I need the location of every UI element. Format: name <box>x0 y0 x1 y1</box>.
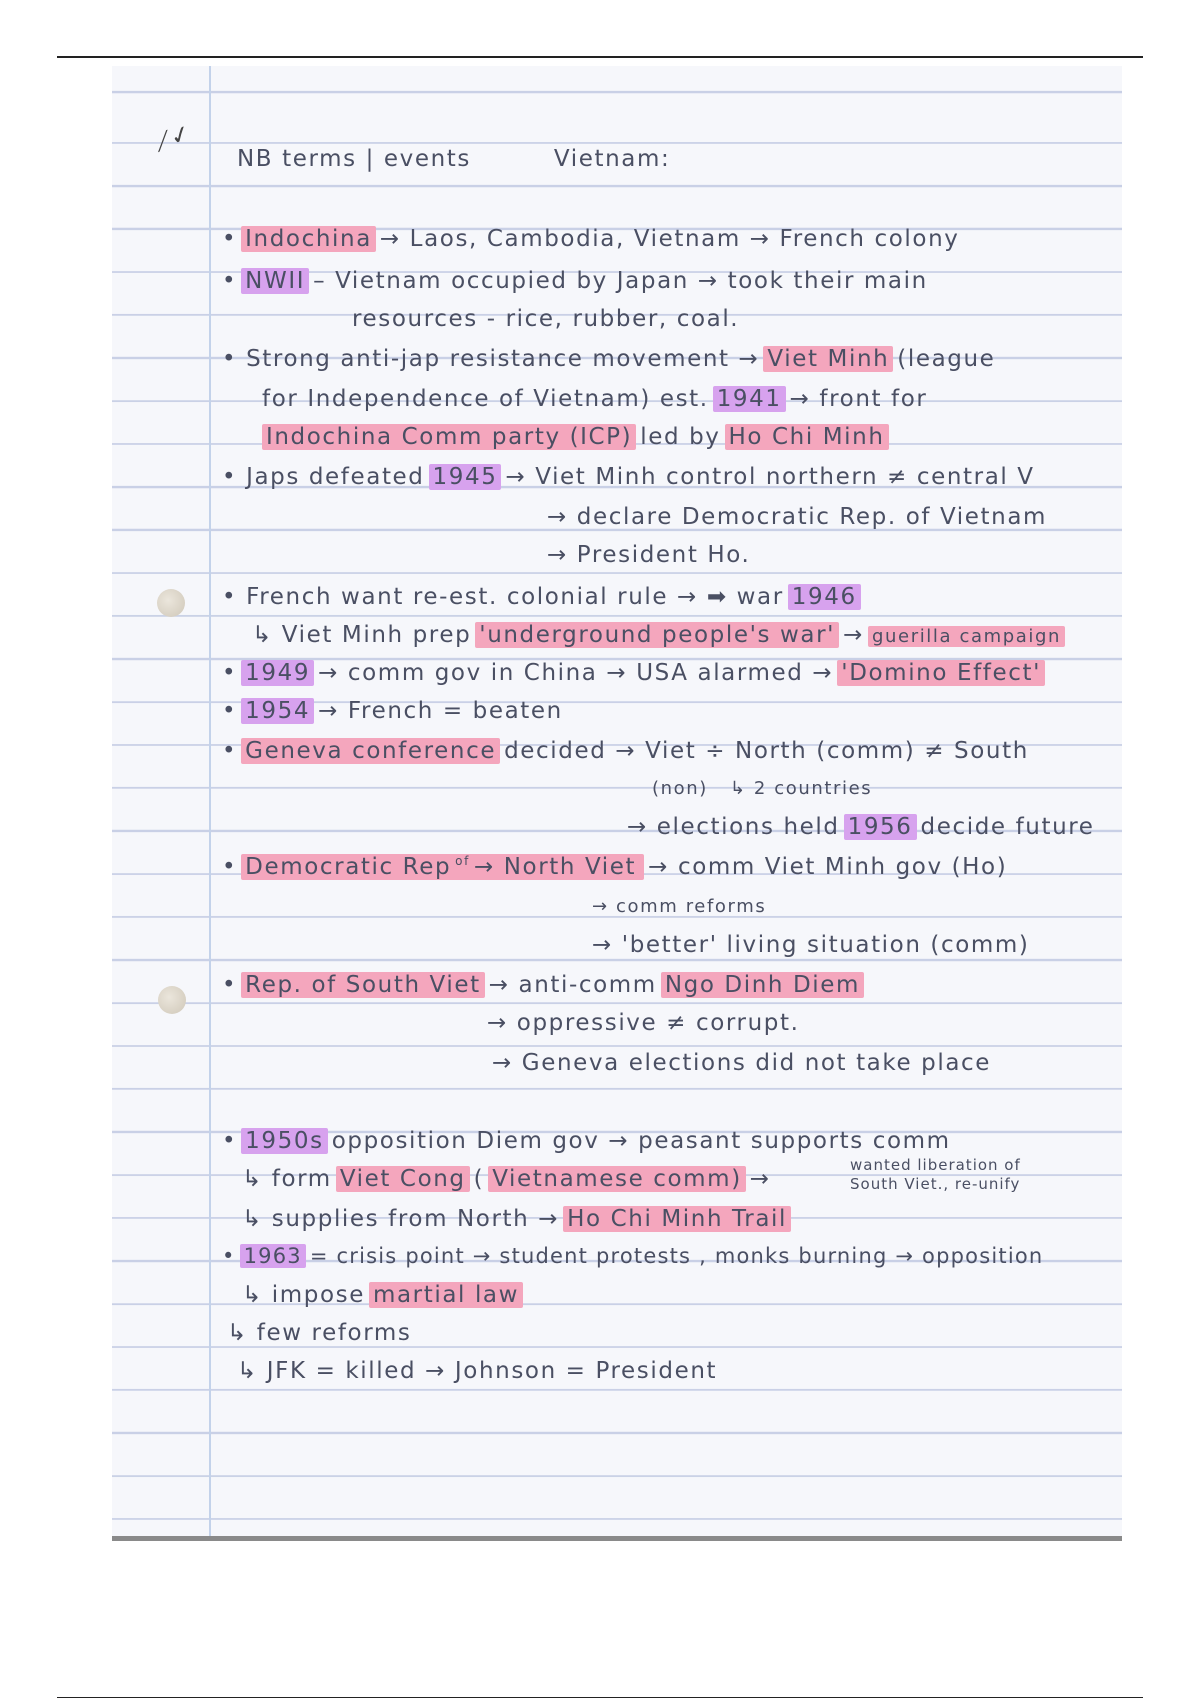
note-text: → declare Democratic Rep. of Vietnam <box>547 504 1048 530</box>
note-line <box>547 542 754 568</box>
highlight: 1949 <box>241 660 314 686</box>
note-text: • Japs defeated <box>222 464 425 490</box>
note-text: ↳ impose <box>242 1282 365 1308</box>
note-line <box>222 584 865 610</box>
note-text: → comm Viet Minh gov (Ho) <box>648 854 1008 880</box>
top-rule <box>57 56 1143 58</box>
note-line <box>222 738 1033 764</box>
note-text: → comm reforms <box>592 896 767 917</box>
note-text: → front for <box>789 386 928 412</box>
note-text: → elections held <box>627 814 840 840</box>
note-text: → comm gov in China → USA alarmed → <box>318 660 834 686</box>
note-line <box>592 896 770 917</box>
highlight: Geneva conference <box>241 738 500 764</box>
note-text: • Strong anti-jap resistance movement → <box>222 346 760 372</box>
note-text: ↳ few reforms <box>227 1320 412 1346</box>
bullet: • <box>222 660 238 686</box>
note-text: → oppressive ≠ corrupt. <box>487 1010 800 1036</box>
note-line <box>242 1282 527 1308</box>
note-line <box>242 1166 775 1192</box>
note-text: decided → Viet ÷ North (comm) ≠ South <box>504 738 1029 764</box>
note-line <box>850 1156 1021 1194</box>
bullet: • <box>222 854 238 880</box>
note-text: → 'better' living situation (comm) <box>592 932 1030 958</box>
note-text: South Viet., re-unify <box>850 1175 1021 1193</box>
note-text: led by <box>640 424 721 450</box>
note-line <box>222 226 964 252</box>
note-line <box>222 1128 955 1154</box>
note-line <box>242 1206 795 1232</box>
highlight: NWII <box>241 268 309 294</box>
handwritten-notes <box>112 66 1122 1536</box>
title-vietnam: Vietnam: <box>553 146 671 172</box>
note-line <box>222 268 932 294</box>
note-text: ↳ JFK = killed → Johnson = President <box>237 1358 718 1384</box>
highlight: Ho Chi Minh <box>725 424 889 450</box>
note-text: → President Ho. <box>547 542 751 568</box>
bullet: • <box>222 1128 238 1154</box>
note-text: → Laos, Cambodia, Vietnam → French colony <box>379 226 960 252</box>
bullet: • <box>222 1244 236 1268</box>
highlight: Ho Chi Minh Trail <box>563 1206 791 1232</box>
highlight: Vietnamese comm) <box>488 1166 746 1192</box>
note-text: – Vietnam occupied by Japan → took their main <box>313 268 928 294</box>
note-line <box>652 778 876 799</box>
bullet: • <box>222 738 238 764</box>
note-line <box>222 972 868 998</box>
note-text: resources - rice, rubber, coal. <box>352 306 740 332</box>
highlight: Rep. of South Viet <box>241 972 485 998</box>
bullet: • <box>222 226 238 252</box>
note-text: → Geneva elections did not take place <box>492 1050 992 1076</box>
bullet: • <box>222 698 238 724</box>
note-text: ↳ supplies from North → <box>242 1206 560 1232</box>
note-text: Democratic Rep <box>245 854 452 880</box>
note-text: wanted liberation of <box>850 1156 1021 1174</box>
note-text: • French want re-est. colonial rule → ➡ war <box>222 584 784 610</box>
note-text: for Independence of Vietnam) est. <box>262 386 709 412</box>
note-text: → anti-comm <box>488 972 657 998</box>
note-line <box>222 854 1011 880</box>
note-text: → <box>749 1166 771 1192</box>
note-text: → French = beaten <box>318 698 563 724</box>
note-text: opposition Diem gov → peasant supports comm <box>331 1128 951 1154</box>
note-line <box>262 386 931 412</box>
note-line <box>222 1244 1047 1268</box>
note-line <box>592 932 1034 958</box>
highlight: 1950s <box>241 1128 328 1154</box>
highlight: Indochina <box>241 226 376 252</box>
note-line <box>352 306 743 332</box>
highlight: 1956 <box>844 814 917 840</box>
note-line <box>252 622 1069 648</box>
highlight: 1954 <box>241 698 314 724</box>
note-line <box>222 698 567 724</box>
note-text: (non) <box>652 778 708 799</box>
bottom-rule <box>57 1697 1143 1698</box>
note-text: ↳ form <box>242 1166 332 1192</box>
note-text: ( <box>473 1166 485 1192</box>
note-text: → <box>843 622 864 648</box>
note-text: decide future <box>920 814 1095 840</box>
highlight: Indochina Comm party (ICP) <box>262 424 636 450</box>
highlight: Viet Cong <box>336 1166 470 1192</box>
title-terms: NB terms | events <box>237 146 471 172</box>
note-text: ↳ Viet Minh prep <box>252 622 472 648</box>
highlight: 1945 <box>429 464 502 490</box>
highlight: Ngo Dinh Diem <box>661 972 864 998</box>
note-line <box>237 1358 721 1384</box>
note-text: of <box>455 854 470 869</box>
highlight: 1941 <box>713 386 786 412</box>
note-line <box>487 1010 804 1036</box>
note-text: → North Viet <box>473 854 637 880</box>
bullet: • <box>222 268 238 294</box>
check-mark-icon: ⟋✓ <box>150 118 195 158</box>
note-text: → Viet Minh control northern ≠ central V <box>505 464 1035 490</box>
note-text: = crisis point → student protests , monks burning → opposition <box>309 1244 1044 1268</box>
note-line <box>222 660 1049 686</box>
bullet: • <box>222 972 238 998</box>
note-line <box>492 1050 995 1076</box>
note-line <box>627 814 1099 840</box>
highlight: martial law <box>369 1282 523 1308</box>
highlight: 1963 <box>240 1244 306 1268</box>
highlight: 1946 <box>788 584 861 610</box>
note-line <box>262 424 893 450</box>
note-line <box>547 504 1051 530</box>
highlight: 'underground people's war' <box>475 622 839 648</box>
highlight: guerilla campaign <box>868 626 1065 647</box>
note-line <box>222 464 1039 490</box>
highlight: Viet Minh <box>763 346 893 372</box>
highlight: 'Domino Effect' <box>837 660 1045 686</box>
note-line <box>222 346 999 372</box>
note-line <box>227 1320 415 1346</box>
note-text: ↳ 2 countries <box>729 778 873 799</box>
highlight <box>241 854 644 880</box>
note-text: (league <box>897 346 996 372</box>
page-title <box>237 146 674 172</box>
